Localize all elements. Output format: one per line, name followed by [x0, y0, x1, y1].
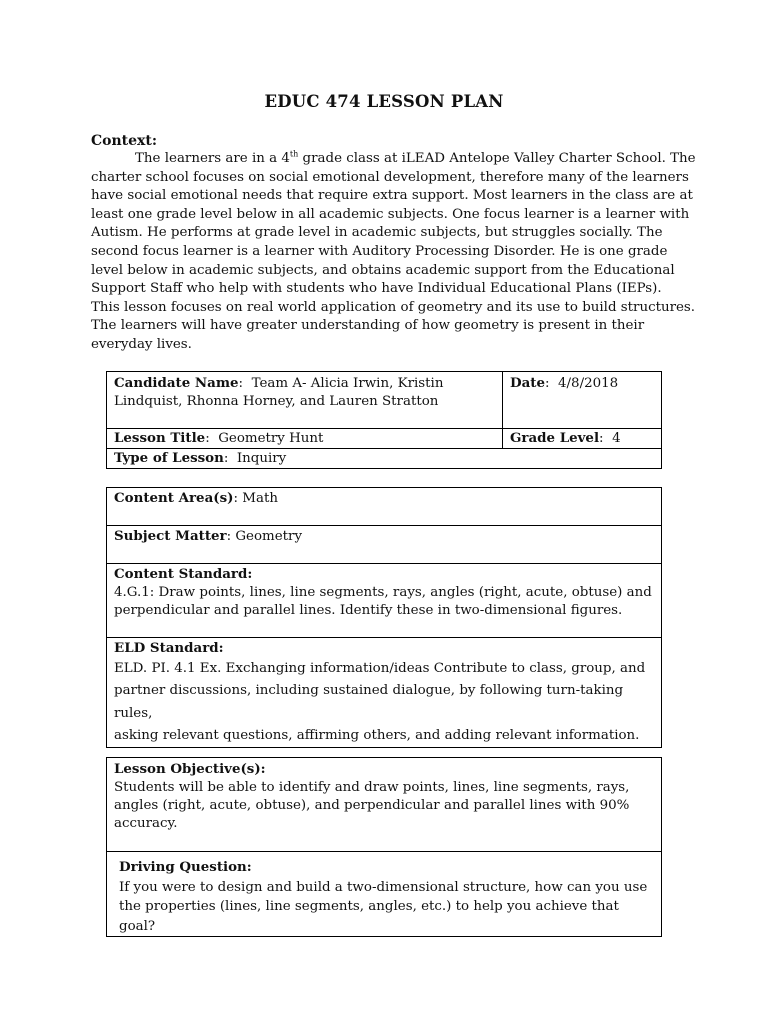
context-line: least one grade level below in all academic subjects. One focus learner is a learner with	[91, 206, 690, 222]
driving-question-block: Driving Question: If you were to design and build a two-dimensional structure, how can you use the properties (lines, line segments, angles, etc.) to help you achieve that goal?	[114, 858, 654, 936]
candidate-name-value: Team A- Alicia Irwin, Kristin	[251, 376, 444, 391]
context-line-1: The learners are in a 4th grade class at iLEAD Antelope Valley Charter School. The	[135, 149, 696, 166]
driving-question-label: Driving Question	[119, 859, 247, 875]
context-line: charter school focuses on social emotional development, therefore many of the learners	[91, 169, 689, 185]
content-area-value: Math	[242, 491, 278, 506]
objectives-table	[106, 757, 662, 937]
lesson-type-cell: Type of Lesson: Inquiry	[107, 449, 662, 469]
content-standard-text: 4.G.1: Draw points, lines, line segments, rays, angles (right, acute, obtuse) and	[114, 585, 652, 600]
content-standard-cell: Content Standard: 4.G.1: Draw points, lines, line segments, rays, angles (right, acute, obtuse) and perpendicular and parallel lines. Identify these in two-dimensional figures.	[107, 564, 662, 638]
context-heading: Context:	[91, 133, 158, 149]
content-standard-text-cont: perpendicular and parallel lines. Identify these in two-dimensional figures.	[114, 603, 623, 618]
driving-question-text: If you were to design and build a two-dimensional structure, how can you use	[119, 879, 648, 895]
context-line: Support Staff who help with students who have Individual Educational Plans (IEPs).	[91, 281, 662, 297]
candidate-name-label: Candidate Name	[114, 375, 239, 391]
lesson-objectives-label: Lesson Objective(s):	[114, 761, 266, 777]
grade-level-cell: Grade Level: 4	[503, 429, 662, 449]
subject-matter-label: Subject Matter	[114, 528, 227, 544]
context-line: have social emotional needs that require extra support. Most learners in the class are at	[91, 188, 693, 204]
eld-line: partner discussions, including sustained dialogue, by following turn-taking rules,	[114, 683, 624, 721]
context-line: level below in academic subjects, and obtains academic support from the Educational	[91, 262, 675, 278]
candidate-name-value-cont: Lindquist, Rhonna Horney, and Lauren Stratton	[114, 394, 439, 409]
context-line: second focus learner is a learner with Auditory Processing Disorder. He is one grade	[91, 243, 668, 259]
content-table	[106, 487, 662, 748]
eld-line: asking relevant questions, affirming others, and adding relevant information.	[114, 727, 640, 743]
eld-standard-cell: ELD Standard: ELD. PI. 4.1 Ex. Exchanging information/ideas Contribute to class, group, and partner discussions, including sustained dialogue, by following turn-taking rules, asking relevant questions, affirming others, and adding relevant information.	[107, 638, 662, 748]
lesson-type-value: Inquiry	[236, 451, 287, 466]
context-line: This lesson focuses on real world application of geometry and its use to build structures.	[91, 299, 696, 315]
grade-level-value: 4	[612, 431, 621, 446]
context-line: The learners will have greater understanding of how geometry is present in their	[91, 318, 645, 334]
eld-standard-text	[114, 658, 654, 747]
context-paragraph	[91, 150, 701, 355]
date-label: Date	[510, 375, 545, 391]
content-area-label: Content Area(s)	[114, 490, 234, 506]
lesson-objectives-text-cont: angles (right, acute, obtuse), and perpendicular and parallel lines with 90%	[114, 798, 630, 813]
lesson-objectives-text-end: accuracy.	[114, 816, 178, 831]
content-standard-label: Content Standard	[114, 566, 248, 582]
date-value: 4/8/2018	[558, 376, 619, 391]
candidate-name-cell: Candidate Name: Team A- Alicia Irwin, Kristin Lindquist, Rhonna Horney, and Lauren Stratton	[107, 372, 503, 429]
eld-line: ELD. PI. 4.1 Ex. Exchanging information/ideas Contribute to class, group, and	[114, 661, 646, 676]
lesson-objectives-cell	[107, 758, 662, 852]
lesson-title-label: Lesson Title	[114, 430, 206, 446]
eld-standard-label: ELD Standard	[114, 640, 219, 656]
lesson-objectives-text: Students will be able to identify and draw points, lines, line segments, rays,	[114, 780, 630, 795]
driving-question-cell	[107, 852, 662, 937]
subject-matter-cell: Subject Matter: Geometry	[107, 526, 662, 564]
content-area-cell: Content Area(s): Math	[107, 488, 662, 526]
grade-level-label: Grade Level	[510, 430, 600, 446]
lesson-title-cell: Lesson Title: Geometry Hunt	[107, 429, 503, 449]
lesson-type-label: Type of Lesson	[114, 450, 224, 466]
subject-matter-value: Geometry	[235, 529, 303, 544]
date-cell: Date: 4/8/2018	[503, 372, 662, 429]
page-title: EDUC 474 LESSON PLAN	[264, 92, 504, 111]
context-line: Autism. He performs at grade level in academic subjects, but struggles socially. The	[91, 225, 663, 241]
context-line: everyday lives.	[91, 336, 192, 352]
lesson-title-value: Geometry Hunt	[218, 431, 324, 446]
lesson-info-table	[106, 371, 662, 469]
driving-question-text-cont: the properties (lines, line segments, angles, etc.) to help you achieve that goal?	[119, 899, 619, 934]
